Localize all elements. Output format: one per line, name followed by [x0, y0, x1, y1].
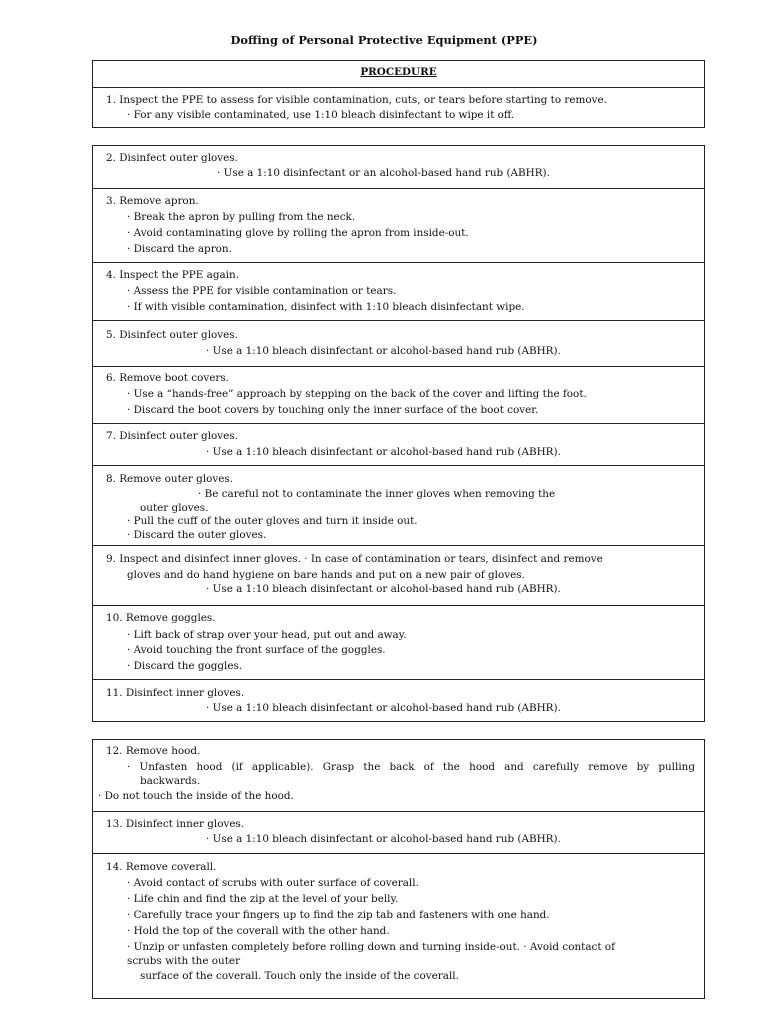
- step-10-line-2: · Avoid touching the front surface of the goggles.: [127, 644, 386, 656]
- step-14-line-6: scrubs with the outer: [127, 955, 241, 967]
- step-13-heading: 13. Disinfect inner gloves.: [106, 818, 245, 830]
- step-14: [93, 853, 704, 1000]
- step-2-heading: 2. Disinfect outer gloves.: [106, 152, 238, 164]
- step-1: [93, 87, 704, 129]
- step-12-line-3: · Do not touch the inside of the hood.: [98, 790, 294, 802]
- step-9: [93, 545, 704, 605]
- step-3: [93, 188, 704, 262]
- step-14-line-3: · Carefully trace your fingers up to find the zip tab and fasteners with one hand.: [127, 909, 550, 921]
- step-2-line-1: · Use a 1:10 disinfectant or an alcohol-based hand rub (ABHR).: [217, 167, 550, 179]
- step-14-heading: 14. Remove coverall.: [106, 861, 217, 873]
- step-3-heading: 3. Remove apron.: [106, 195, 199, 207]
- procedure-table-3: [92, 739, 705, 999]
- step-8-line-3: · Pull the cuff of the outer gloves and turn it inside out.: [127, 515, 418, 527]
- step-14-line-2: · Life chin and find the zip at the level of your belly.: [127, 893, 399, 905]
- step-8-line-1: · Be careful not to contaminate the inner gloves when removing the: [198, 488, 556, 500]
- procedure-header-row: [93, 61, 704, 87]
- procedure-header: PROCEDURE: [360, 66, 437, 78]
- step-10: [93, 605, 704, 679]
- step-4-line-2: · If with visible contamination, disinfect with 1:10 bleach disinfectant wipe.: [127, 301, 525, 313]
- step-11-heading: 11. Disinfect inner gloves.: [106, 687, 245, 699]
- step-10-line-1: · Lift back of strap over your head, put out and away.: [127, 629, 407, 641]
- step-5-heading: 5. Disinfect outer gloves.: [106, 329, 238, 341]
- step-5: [93, 320, 704, 366]
- procedure-table-1: [92, 60, 705, 128]
- step-9-heading: 9. Inspect and disinfect inner gloves. · In case of contamination or tears, disinfect and remove: [106, 553, 603, 565]
- step-8-heading: 8. Remove outer gloves.: [106, 473, 234, 485]
- step-14-line-1: · Avoid contact of scrubs with outer surface of coverall.: [127, 877, 419, 889]
- step-6-heading: 6. Remove boot covers.: [106, 372, 229, 384]
- step-9-line-2: · Use a 1:10 bleach disinfectant or alcohol-based hand rub (ABHR).: [206, 583, 561, 595]
- step-11-line-1: · Use a 1:10 bleach disinfectant or alcohol-based hand rub (ABHR).: [206, 702, 561, 714]
- step-12-heading: 12. Remove hood.: [106, 745, 201, 757]
- step-11: [93, 679, 704, 723]
- step-6-line-1: · Use a “hands-free” approach by stepping on the back of the cover and lifting the foot.: [127, 388, 587, 400]
- step-4-line-1: · Assess the PPE for visible contamination or tears.: [127, 285, 397, 297]
- step-7: [93, 423, 704, 465]
- step-4: [93, 262, 704, 320]
- step-10-heading: 10. Remove goggles.: [106, 612, 216, 624]
- step-10-line-3: · Discard the goggles.: [127, 660, 243, 672]
- step-12: [93, 740, 704, 811]
- step-13-line-1: · Use a 1:10 bleach disinfectant or alcohol-based hand rub (ABHR).: [206, 833, 561, 845]
- step-1-heading: 1. Inspect the PPE to assess for visible contamination, cuts, or tears before starting to remove.: [106, 94, 607, 106]
- step-8-line-2: outer gloves.: [140, 502, 209, 514]
- step-14-line-5: · Unzip or unfasten completely before rolling down and turning inside-out. · Avoid contact of: [127, 941, 615, 953]
- step-12-line-2: backwards.: [140, 775, 201, 787]
- step-14-line-7: surface of the coverall. Touch only the inside of the coverall.: [140, 970, 459, 982]
- step-7-heading: 7. Disinfect outer gloves.: [106, 430, 238, 442]
- step-7-line-1: · Use a 1:10 bleach disinfectant or alcohol-based hand rub (ABHR).: [206, 446, 561, 458]
- procedure-table-2: [92, 145, 705, 722]
- page-title: Doffing of Personal Protective Equipment (PPE): [230, 33, 538, 47]
- step-4-heading: 4. Inspect the PPE again.: [106, 269, 239, 281]
- step-8-line-4: · Discard the outer gloves.: [127, 529, 267, 541]
- step-6-line-2: · Discard the boot covers by touching only the inner surface of the boot cover.: [127, 404, 539, 416]
- step-13: [93, 811, 704, 853]
- step-12-line-1: · Unfasten hood (if applicable). Grasp the back of the hood and carefully remove by pulling: [127, 761, 695, 773]
- step-2: [93, 146, 704, 188]
- step-9-line-1: gloves and do hand hygiene on bare hands and put on a new pair of gloves.: [127, 569, 525, 581]
- step-5-line-1: · Use a 1:10 bleach disinfectant or alcohol-based hand rub (ABHR).: [206, 345, 561, 357]
- step-3-line-1: · Break the apron by pulling from the neck.: [127, 211, 356, 223]
- step-3-line-2: · Avoid contaminating glove by rolling the apron from inside-out.: [127, 227, 469, 239]
- step-1-line-1: · For any visible contaminated, use 1:10 bleach disinfectant to wipe it off.: [127, 109, 515, 121]
- step-3-line-3: · Discard the apron.: [127, 243, 232, 255]
- step-6: [93, 366, 704, 423]
- step-14-line-4: · Hold the top of the coverall with the other hand.: [127, 925, 390, 937]
- step-8: [93, 465, 704, 545]
